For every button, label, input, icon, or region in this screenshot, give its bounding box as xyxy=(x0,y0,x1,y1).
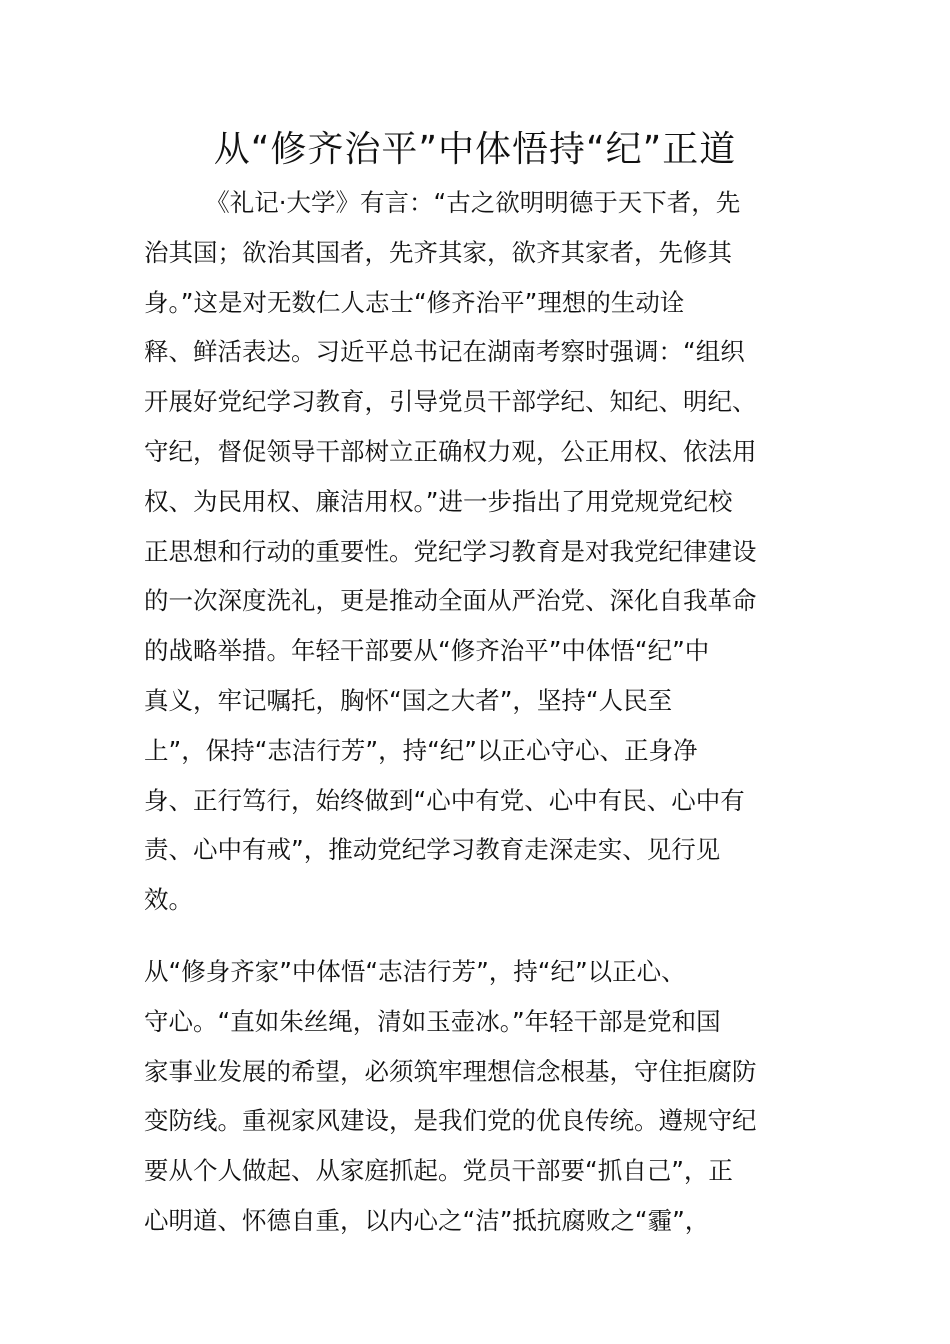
text-line: 正思想和行动的重要性。党纪学习教育是对我党纪律建设 xyxy=(144,536,757,566)
text-line: 真义，牢记嘱托，胸怀“国之大者”，坚持“人民至 xyxy=(144,685,673,715)
paragraph-2 xyxy=(144,947,808,1246)
text-line: 守心。“直如朱丝绳，清如玉壶冰。”年轻干部是党和国 xyxy=(144,1006,721,1036)
text-line: 《礼记·大学》有言：“古之欲明明德于天下者，先 xyxy=(144,188,741,217)
text-line: 的一次深度洗礼，更是推动全面从严治党、深化自我革命 xyxy=(144,586,757,616)
paragraph-gap xyxy=(144,925,808,947)
text-line: 上”，保持“志洁行芳”，持“纪”以正心守心、正身净 xyxy=(144,735,698,765)
text-line: 责、心中有戒”，推动党纪学习教育走深走实、见行见 xyxy=(144,835,721,865)
text-line: 变防线。重视家风建设，是我们党的优良传统。遵规守纪 xyxy=(144,1106,757,1136)
text-line: 身、正行笃行，始终做到“心中有党、心中有民、心中有 xyxy=(144,785,745,815)
text-line: 身。”这是对无数仁人志士“修齐治平”理想的生动诠 xyxy=(144,287,685,317)
document-title: 从“修齐治平”中体悟持“纪”正道 xyxy=(213,129,737,170)
paragraph-1 xyxy=(144,178,808,925)
text-line: 守纪，督促领导干部树立正确权力观，公正用权、依法用 xyxy=(144,436,757,466)
document-body xyxy=(144,178,808,1246)
text-line: 要从个人做起、从家庭抓起。党员干部要“抓自己”，正 xyxy=(144,1156,733,1186)
text-line: 效。 xyxy=(144,885,193,915)
text-line: 开展好党纪学习教育，引导党员干部学纪、知纪、明纪、 xyxy=(144,387,757,417)
text-line: 权、为民用权、廉洁用权。”进一步指出了用党规党纪校 xyxy=(144,486,733,516)
text-line: 的战略举措。年轻干部要从“修齐治平”中体悟“纪”中 xyxy=(144,636,710,666)
text-line: 从“修身齐家”中体悟“志洁行芳”，持“纪”以正心、 xyxy=(144,956,686,986)
text-line: 家事业发展的希望，必须筑牢理想信念根基，守住拒腐防 xyxy=(144,1056,757,1086)
text-line: 释、鲜活表达。习近平总书记在湖南考察时强调：“组织 xyxy=(144,337,745,367)
text-line: 心明道、怀德自重，以内心之“洁”抵抗腐败之“霾”， xyxy=(144,1205,710,1235)
text-line: 治其国；欲治其国者，先齐其家，欲齐其家者，先修其 xyxy=(144,237,732,267)
